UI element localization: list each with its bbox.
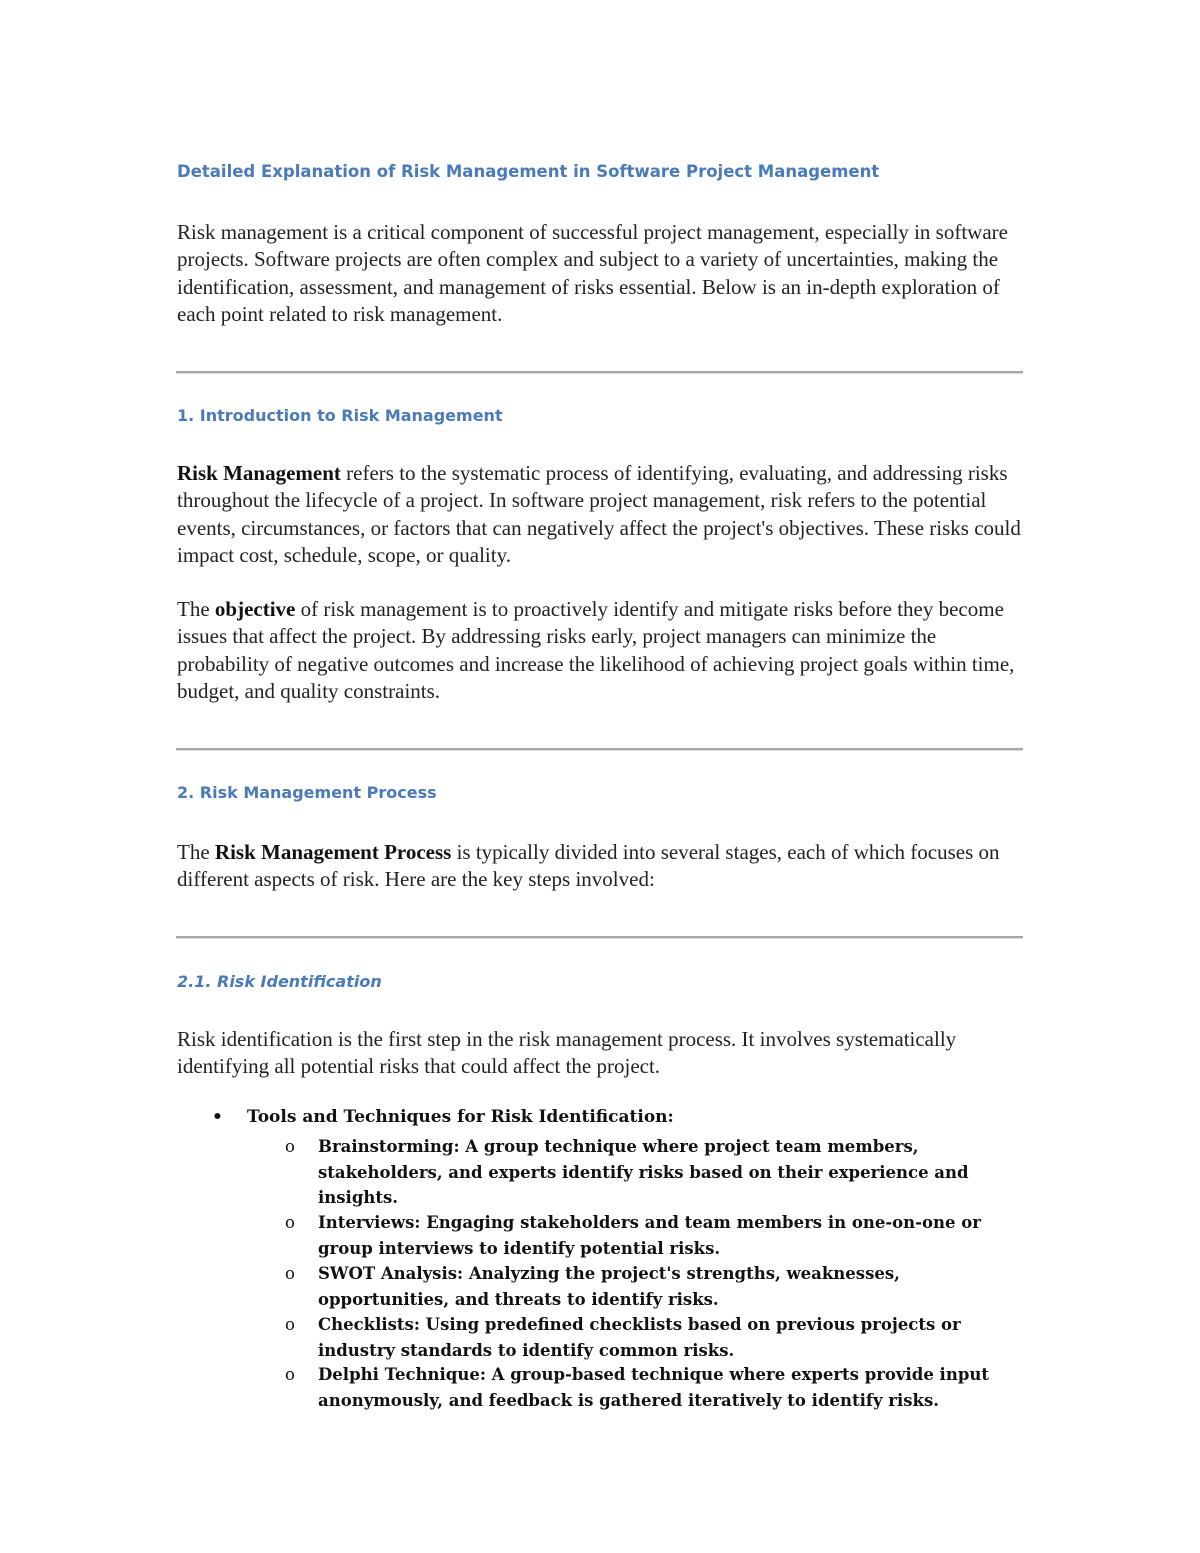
sub-list-marker: o (285, 1137, 295, 1156)
paragraph-text: The (177, 597, 215, 621)
document-title: Detailed Explanation of Risk Management in Software Project Management (177, 162, 880, 181)
horizontal-rule (176, 371, 1023, 374)
bold-term-risk-management-process: Risk Management Process (214, 840, 452, 864)
horizontal-rule (176, 936, 1023, 939)
section-2-1-heading: 2.1. Risk Identification (177, 972, 382, 991)
sub-list-text: Interviews: Engaging stakeholders and team members in one-on-one or group interviews to identify potential risks. (318, 1213, 981, 1258)
sub-list-marker: o (285, 1315, 295, 1334)
section-1-paragraph-2 (177, 596, 1027, 705)
paragraph-text: is typically divided into several stages, each of which focuses on different aspects of risk. Here are the key steps involved: (177, 840, 1000, 892)
paragraph-text: The (177, 840, 215, 864)
bold-term-risk-management: Risk Management (177, 461, 341, 485)
section-1-heading: 1. Introduction to Risk Management (177, 406, 503, 425)
section-2-paragraph (177, 839, 1027, 894)
bold-term-objective: objective (214, 597, 296, 621)
sub-list-marker: o (285, 1213, 295, 1232)
section-1-paragraph-1 (177, 460, 1027, 569)
sub-list-marker: o (285, 1365, 295, 1384)
sub-list-text: Brainstorming: A group technique where project team members, stakeholders, and experts identify risks based on their experience and insights. (318, 1137, 969, 1207)
paragraph-text: of risk management is to proactively identify and mitigate risks before they become issues that affect the project. By addressing risks early, project managers can minimize the probability of negative outcomes and increase the likelihood of achieving project goals within time, budget, and quality constraints. (177, 597, 1015, 703)
intro-paragraph: Risk management is a critical component of successful project management, especially in software projects. Software projects are often complex and subject to a variety of uncertainties, making the identification, assessment, and management of risks essential. Below is an in-depth exploration of each point related to risk management. (177, 220, 1008, 326)
paragraph-text: refers to the systematic process of identifying, evaluating, and addressing risks throughout the lifecycle of a project. In software project management, risk refers to the potential events, circumstances, or factors that can negatively affect the project's objectives. These risks could impact cost, schedule, scope, or quality. (177, 461, 1021, 567)
section-2-1-paragraph: Risk identification is the first step in the risk management process. It involves systematically identifying all potential risks that could affect the project. (177, 1027, 957, 1079)
sub-list-text: SWOT Analysis: Analyzing the project's strengths, weaknesses, opportunities, and threats to identify risks. (318, 1264, 900, 1309)
sub-list-text: Checklists: Using predefined checklists based on previous projects or industry standards to identify common risks. (318, 1315, 961, 1360)
bullet-text: Tools and Techniques for Risk Identification: (247, 1107, 674, 1127)
sub-list-text: Delphi Technique: A group-based technique where experts provide input anonymously, and feedback is gathered iteratively to identify risks. (318, 1365, 989, 1410)
sub-list-marker: o (285, 1264, 295, 1283)
horizontal-rule (176, 748, 1023, 751)
bullet-marker: • (212, 1107, 223, 1127)
section-2-heading: 2. Risk Management Process (177, 783, 437, 802)
